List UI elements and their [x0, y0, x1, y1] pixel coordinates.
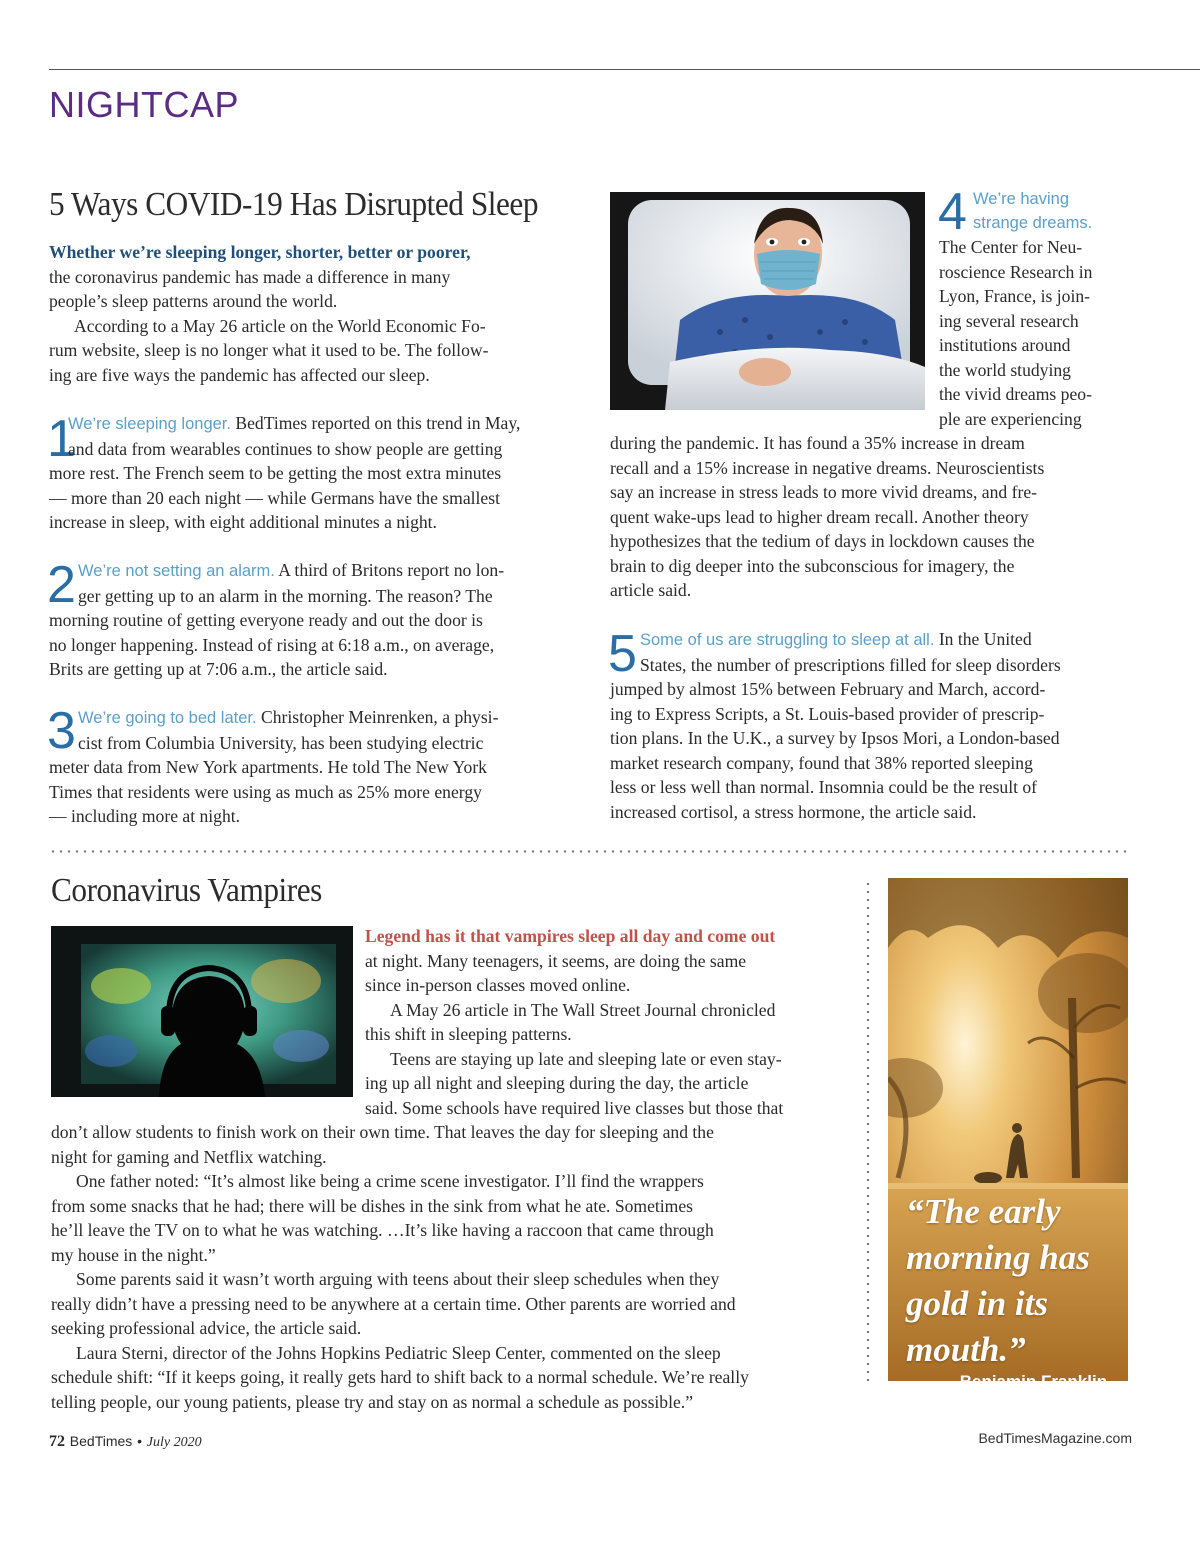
item-1-lead: We’re sleeping longer. — [68, 415, 231, 433]
item-line: Times that residents were using as much as 25% more energy — [49, 781, 482, 802]
item-4-text — [610, 431, 1044, 603]
item-line: — more than 20 each night — while Germans have the smallest — [49, 487, 500, 508]
item-line: the world studying — [939, 359, 1071, 380]
item-5-number: 5 — [608, 625, 637, 683]
article-2-line: telling people, our young patients, please try and stay on as normal a schedule as possible.” — [51, 1391, 694, 1412]
masked-man-photo — [610, 192, 925, 410]
article-2-line: said. Some schools have required live classes but those that — [365, 1097, 784, 1118]
item-5-first-line: In the United — [934, 629, 1032, 649]
item-line: quent wake-ups lead to higher dream recall. Another theory — [610, 506, 1029, 527]
item-line: increased cortisol, a stress hormone, the article said. — [610, 801, 977, 822]
item-line: brain to dig deeper into the subconscious for imagery, the — [610, 555, 1015, 576]
item-line: say an increase in stress leads to more vivid dreams, and fre- — [610, 482, 1037, 502]
item-line: Brits are getting up at 7:06 a.m., the article said. — [49, 659, 388, 679]
dotted-divider — [49, 850, 1131, 853]
item-4-lead — [973, 187, 1092, 235]
intro-line: people’s sleep patterns around the world. — [49, 291, 338, 311]
item-1-number: 1 — [47, 410, 76, 468]
item-line: hypothesizes that the tedium of days in lockdown causes the — [610, 531, 1035, 551]
item-5-lead: Some of us are struggling to sleep at all. — [640, 631, 935, 649]
item-3-lead: We’re going to bed later. — [78, 709, 257, 727]
item-3-first-line: Christopher Meinrenken, a physi- — [256, 707, 499, 727]
article-2-line: my house in the night.” — [51, 1244, 216, 1265]
footer-separator: • — [137, 1433, 142, 1449]
item-line: less or less well than normal. Insomnia could be the result of — [610, 777, 1038, 797]
item-line: the vivid dreams peo- — [939, 384, 1092, 404]
magazine-name: BedTimes — [69, 1433, 133, 1449]
website-link[interactable]: BedTimesMagazine.com — [978, 1430, 1132, 1446]
item-4-side-text — [939, 235, 1092, 431]
vertical-dotted-divider — [866, 880, 870, 1384]
article-2-line: really didn’t have a pressing need to be anywhere at a certain time. Other parents are worried and — [51, 1293, 736, 1314]
quote-text — [906, 1189, 1090, 1373]
item-line: market research company, found that 38% reported sleeping — [610, 752, 1033, 773]
item-line: tion plans. In the U.K., a survey by Ipsos Mori, a London-based — [610, 728, 1060, 748]
article-2-line: A May 26 article in The Wall Street Journal chronicled — [390, 999, 776, 1020]
top-rule — [49, 69, 1200, 70]
item-3-number: 3 — [47, 702, 76, 760]
item-2-first-line: A third of Britons report no lon- — [274, 560, 505, 580]
item-line: jumped by almost 15% between February and March, accord- — [610, 679, 1046, 699]
issue-date: July 2020 — [146, 1435, 202, 1450]
section-title: NIGHTCAP — [49, 84, 240, 125]
item-line: no longer happening. Instead of rising at 6:18 a.m., on average, — [49, 634, 495, 655]
item-4-lead-line: strange dreams. — [973, 214, 1093, 232]
item-1-first-line: BedTimes reported on this trend in May, — [230, 413, 521, 433]
item-line: morning routine of getting everyone ready and out the door is — [49, 610, 483, 630]
article-2-line: seeking professional advice, the article said. — [51, 1318, 362, 1338]
gamer-photo — [51, 926, 353, 1097]
item-line: ger getting up to an alarm in the morning. The reason? The — [78, 585, 493, 606]
intro-line: the coronavirus pandemic has made a difference in many — [49, 266, 451, 287]
article-2-deck: Legend has it that vampires sleep all day and come out — [365, 926, 776, 946]
item-4-lead-line: We’re having — [973, 190, 1069, 208]
article-2-line: Teens are staying up late and sleeping late or even stay- — [390, 1048, 782, 1069]
item-line: The Center for Neu- — [939, 237, 1083, 257]
item-2-lead: We’re not setting an alarm. — [78, 562, 275, 580]
article-1-deck: Whether we’re sleeping longer, shorter, better or poorer, — [49, 242, 471, 262]
article-1-intro — [49, 240, 488, 387]
intro-line: rum website, sleep is no longer what it used to be. The follow- — [49, 340, 489, 360]
item-line: ple are experiencing — [939, 408, 1082, 429]
quote-line: gold in its — [906, 1284, 1048, 1323]
item-line: and data from wearables continues to show people are getting — [68, 438, 503, 459]
item-line: increase in sleep, with eight additional minutes a night. — [49, 512, 437, 532]
item-line: more rest. The French seem to be getting the most extra minutes — [49, 463, 502, 483]
item-line: roscience Research in — [939, 261, 1093, 282]
item-line: meter data from New York apartments. He told The New York — [49, 757, 487, 777]
item-line: ing to Express Scripts, a St. Louis-based provider of prescrip- — [610, 703, 1045, 724]
item-line: article said. — [610, 580, 692, 600]
item-4-number: 4 — [938, 183, 967, 241]
article-2-line: One father noted: “It’s almost like being a crime scene investigator. I’ll find the wrappers — [76, 1171, 704, 1191]
article-2-headline: Coronavirus Vampires — [51, 872, 322, 909]
item-2-text — [49, 558, 504, 682]
article-2-line: don’t allow students to finish work on their own time. That leaves the day for sleeping and the — [51, 1122, 714, 1142]
item-3-text — [47, 702, 499, 829]
article-2-line: Laura Sterni, director of the Johns Hopkins Pediatric Sleep Center, commented on the sleep — [76, 1342, 721, 1363]
quote-author: — Benjamin Franklin — [938, 1372, 1108, 1391]
article-2-line: from some snacks that he had; there will be dishes in the sink from what he ate. Sometimes — [51, 1195, 694, 1216]
article-2-line: schedule shift: “If it keeps going, it really gets hard to shift back to a normal schedule. We’re really — [51, 1367, 749, 1387]
item-line: cist from Columbia University, has been studying electric — [78, 732, 484, 753]
article-2-line: at night. Many teenagers, it seems, are doing the same — [365, 950, 747, 971]
item-line: States, the number of prescriptions filled for sleep disorders — [640, 654, 1061, 675]
item-5-text — [610, 627, 1061, 824]
article-2-body — [51, 1120, 749, 1414]
item-line: ing several research — [939, 310, 1079, 331]
footer-left — [49, 1432, 202, 1451]
item-line: institutions around — [939, 335, 1071, 355]
article-2-line: Some parents said it wasn’t worth arguing with teens about their sleep schedules when they — [76, 1269, 720, 1289]
item-line: recall and a 15% increase in negative dreams. Neuroscientists — [610, 457, 1045, 478]
item-line: Lyon, France, is join- — [939, 286, 1090, 306]
article-2-line: night for gaming and Netflix watching. — [51, 1146, 327, 1167]
quote-line: mouth.” — [906, 1330, 1026, 1369]
article-2-top-text — [365, 924, 783, 1120]
article-2-line: he’ll leave the TV on to what he was watching. …It’s like having a raccoon that came through — [51, 1220, 714, 1240]
article-2-line: since in-person classes moved online. — [365, 975, 631, 995]
quote-line: morning has — [906, 1238, 1090, 1277]
intro-line: According to a May 26 article on the World Economic Fo- — [74, 315, 486, 336]
quote-line: “The early — [906, 1192, 1061, 1231]
intro-line: ing are five ways the pandemic has affected our sleep. — [49, 364, 430, 385]
page-number: 72 — [49, 1433, 65, 1450]
article-1-headline: 5 Ways COVID-19 Has Disrupted Sleep — [49, 186, 539, 223]
item-line: during the pandemic. It has found a 35% increase in dream — [610, 433, 1025, 453]
item-1-text — [49, 411, 520, 535]
article-2-line: this shift in sleeping patterns. — [365, 1024, 572, 1044]
article-2-line: ing up all night and sleeping during the day, the article — [365, 1073, 749, 1093]
item-line: — including more at night. — [49, 806, 241, 826]
item-2-number: 2 — [47, 556, 76, 614]
